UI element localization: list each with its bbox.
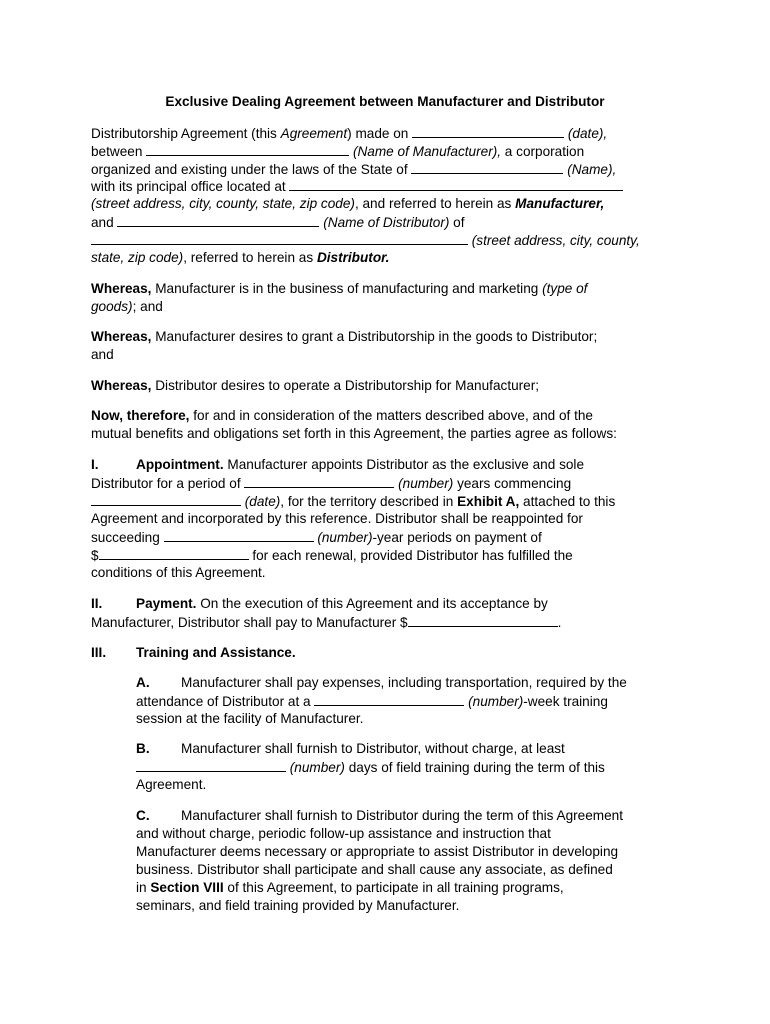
- text-line: (date), for the territory described in Exhibit A, attached to this: [91, 492, 615, 511]
- training-weeks-blank[interactable]: [314, 692, 464, 706]
- text-line: Manufacturer, Distributor shall pay to Manufacturer $ .: [91, 615, 562, 630]
- text-line: Manufacturer deems necessary or appropriate to assist Distributor in developing: [136, 844, 619, 859]
- text-line: I. Appointment. Manufacturer appoints Distributor as the exclusive and sole: [91, 457, 585, 472]
- commencing-date-blank[interactable]: [91, 492, 241, 506]
- subsection-number: C.: [136, 808, 150, 823]
- text-line: II. Payment. On the execution of this Agreement and its acceptance by: [91, 596, 548, 611]
- renewal-years-blank[interactable]: [164, 528, 314, 542]
- text-line: Whereas, Distributor desires to operate a Distributorship for Manufacturer;: [91, 378, 540, 393]
- text-line: and: [91, 347, 114, 362]
- text-line: C. Manufacturer shall furnish to Distributor during the term of this Agreement: [136, 808, 624, 823]
- text-line: seminars, and field training provided by Manufacturer.: [136, 898, 460, 913]
- text-line: $ for each renewal, provided Distributor has fulfilled the: [91, 548, 573, 563]
- distributor-name-blank[interactable]: [117, 213, 319, 227]
- text-line: business. Distributor shall participate and shall cause any associate, as defined: [136, 862, 613, 877]
- text-line: attendance of Distributor at a (number)-week training: [136, 694, 608, 709]
- section-heading: Appointment.: [136, 457, 224, 472]
- subsection-number: B.: [136, 741, 150, 756]
- text-line: state, zip code), referred to herein as Distributor.: [91, 250, 390, 265]
- text-line: Agreement.: [136, 777, 207, 792]
- text-line: (number) days of field training during the term of this: [136, 758, 605, 777]
- text-line: B. Manufacturer shall furnish to Distributor, without charge, at least: [136, 741, 565, 756]
- date-blank[interactable]: [412, 124, 564, 138]
- text-line: conditions of this Agreement.: [91, 565, 266, 580]
- manufacturer-name-blank[interactable]: [146, 142, 349, 156]
- text-line: Distributor for a period of (number) years commencing: [91, 476, 572, 491]
- section-number: I.: [91, 457, 99, 472]
- text-line: Whereas, Manufacturer is in the business of manufacturing and marketing (type of: [91, 281, 588, 296]
- section-heading: Training and Assistance.: [136, 645, 296, 660]
- section-heading: Payment.: [136, 596, 197, 611]
- field-training-days-blank[interactable]: [136, 758, 286, 772]
- text-line: A. Manufacturer shall pay expenses, including transportation, required by the: [136, 675, 627, 690]
- document-title: Exclusive Dealing Agreement between Manufacturer and Distributor: [165, 94, 605, 109]
- text-line: (street address, city, county,: [91, 231, 640, 250]
- text-line: succeeding (number)-year periods on payment of: [91, 530, 542, 545]
- manufacturer-address-blank[interactable]: [289, 177, 623, 191]
- text-line: Distributorship Agreement (this Agreement) made on (date),: [91, 126, 608, 141]
- text-line: session at the facility of Manufacturer.: [136, 711, 364, 726]
- text-line: with its principal office located at: [91, 177, 623, 196]
- text-line: mutual benefits and obligations set forth in this Agreement, the parties agree as follows:: [91, 426, 617, 441]
- section-number: III.: [91, 645, 107, 660]
- text-line: and (Name of Distributor) of: [91, 215, 465, 230]
- text-line: in Section VIII of this Agreement, to participate in all training programs,: [136, 880, 564, 895]
- subsection-number: A.: [136, 675, 150, 690]
- renewal-payment-blank[interactable]: [99, 546, 249, 560]
- text-line: Agreement and incorporated by this reference. Distributor shall be reappointed for: [91, 511, 583, 526]
- payment-amount-blank[interactable]: [408, 613, 558, 627]
- text-line: [91, 644, 296, 662]
- section-number: II.: [91, 596, 103, 611]
- text-line: between (Name of Manufacturer), a corporation: [91, 144, 585, 159]
- period-number-blank[interactable]: [244, 474, 394, 488]
- text-line: Now, therefore, for and in consideration of the matters described above, and of the: [91, 408, 593, 423]
- state-name-blank[interactable]: [411, 160, 563, 174]
- text-line: Whereas, Manufacturer desires to grant a Distributorship in the goods to Distributor;: [91, 329, 598, 344]
- distributor-address-blank[interactable]: [91, 231, 468, 245]
- text-line: and without charge, periodic follow-up assistance and instruction that: [136, 826, 551, 841]
- text-line: (street address, city, county, state, zip code), and referred to herein as Manufacturer,: [91, 196, 605, 211]
- text-line: organized and existing under the laws of the State of (Name),: [91, 162, 617, 177]
- text-line: goods); and: [91, 299, 163, 314]
